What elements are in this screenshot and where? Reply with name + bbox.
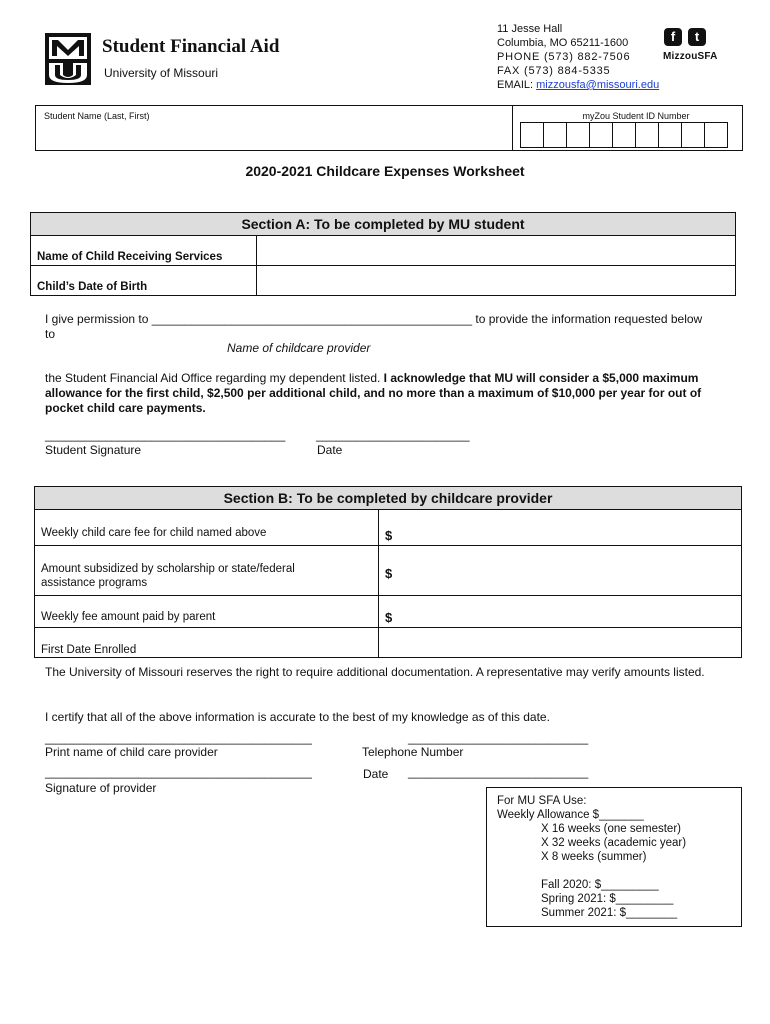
id-cell[interactable] — [589, 122, 613, 148]
student-date-label: Date — [317, 443, 343, 457]
parent-fee-row[interactable] — [34, 596, 742, 628]
phone-line[interactable]: ___________________________ — [408, 731, 589, 745]
org-name: Student Financial Aid — [102, 36, 280, 57]
student-name-label: Student Name (Last, First) — [44, 111, 150, 121]
weekly-allowance: Weekly Allowance $_______ — [497, 809, 644, 821]
weeks-8: X 8 weeks (summer) — [541, 851, 647, 863]
facebook-icon[interactable]: f — [664, 28, 682, 46]
twitter-icon[interactable]: t — [688, 28, 706, 46]
student-id-cells[interactable] — [521, 122, 728, 148]
subsidy-label: Amount subsidized by scholarship or state/federal assistance programs — [41, 563, 295, 589]
fax: FAX (573) 884-5335 — [497, 65, 611, 77]
permission-text: I give permission to ________________________________________________ to provide the information requested below to — [45, 312, 703, 341]
email-label: EMAIL: — [497, 79, 534, 91]
student-id-label: myZou Student ID Number — [582, 111, 690, 121]
subsidy-value[interactable]: $ — [385, 566, 393, 581]
id-cell[interactable] — [612, 122, 636, 148]
parent-fee-label: Weekly fee amount paid by parent — [41, 611, 216, 623]
print-name-line[interactable]: ________________________________________ — [45, 731, 312, 745]
certify-text: I certify that all of the above information is accurate to the best of my knowledge as of this date. — [45, 710, 550, 724]
office-use-box — [486, 787, 742, 927]
student-info-box — [35, 105, 743, 151]
page-title: 2020-2021 Childcare Expenses Worksheet — [245, 163, 525, 179]
office-use-title: For MU SFA Use: — [497, 795, 587, 807]
child-name-row[interactable] — [30, 236, 736, 266]
print-name-label: Print name of child care provider — [45, 745, 218, 759]
address: 11 Jesse Hall — [497, 23, 563, 35]
city: Columbia, MO 65211-1600 — [497, 37, 629, 49]
weekly-fee-row[interactable] — [34, 510, 742, 546]
summer-amount: Summer 2021: $________ — [541, 907, 678, 919]
id-cell[interactable] — [658, 122, 682, 148]
subsidy-row[interactable] — [34, 546, 742, 596]
id-cell[interactable] — [704, 122, 728, 148]
student-date-line[interactable]: _______________________ — [316, 428, 470, 442]
student-signature-label: Student Signature — [45, 443, 142, 457]
provider-signature-label: Signature of provider — [45, 781, 157, 795]
contact-block — [497, 22, 659, 92]
email-row — [497, 78, 659, 92]
weekly-fee-label: Weekly child care fee for child named above — [41, 527, 267, 539]
mu-logo-icon — [45, 33, 91, 85]
section-b-heading: Section B: To be completed by childcare provider — [34, 486, 742, 510]
divider — [378, 510, 379, 545]
divider — [512, 106, 513, 150]
org-subtitle: University of Missouri — [104, 66, 219, 80]
provider-signature-line[interactable]: ________________________________________ — [45, 765, 312, 779]
divider — [256, 266, 257, 295]
child-dob-row[interactable] — [30, 266, 736, 296]
first-date-label: First Date Enrolled — [41, 644, 137, 656]
social-icons — [664, 28, 712, 46]
id-cell[interactable] — [681, 122, 705, 148]
first-date-row[interactable] — [34, 628, 742, 658]
id-cell[interactable] — [635, 122, 659, 148]
divider — [378, 628, 379, 657]
parent-fee-value[interactable]: $ — [385, 610, 393, 625]
phone: PHONE (573) 882-7506 — [497, 51, 631, 63]
acknowledgement-text — [45, 371, 725, 416]
divider — [256, 236, 257, 265]
student-signature-line[interactable]: ____________________________________ — [45, 428, 286, 442]
section-a-heading: Section A: To be completed by MU student — [30, 212, 736, 236]
child-dob-label: Child’s Date of Birth — [37, 281, 148, 293]
id-cell[interactable] — [543, 122, 567, 148]
social-handle: MizzouSFA — [663, 51, 718, 62]
id-cell[interactable] — [520, 122, 544, 148]
divider — [378, 596, 379, 627]
phone-label: Telephone Number — [362, 745, 464, 759]
spring-amount: Spring 2021: $_________ — [541, 893, 674, 905]
ack-plain: the Student Financial Aid Office regarding my dependent listed. — [45, 371, 381, 385]
weeks-16: X 16 weeks (one semester) — [541, 823, 681, 835]
weekly-fee-value[interactable]: $ — [385, 528, 393, 543]
provider-caption: Name of childcare provider — [227, 341, 371, 355]
ack-bold: I acknowledge that MU will consider a $5,000 maximum allowance for the first child, $2,500 per additional child, and no more than a maximum of $10,000 per year for out of pocket child care payments. — [45, 371, 702, 415]
reserve-text: The University of Missouri reserves the right to require additional documentation. A representative may verify amounts listed. — [45, 665, 705, 679]
provider-date-line[interactable]: ___________________________ — [408, 765, 589, 779]
provider-date-label: Date — [363, 767, 389, 781]
divider — [378, 546, 379, 595]
email-link[interactable]: mizzousfa@missouri.edu — [536, 79, 660, 91]
child-name-label: Name of Child Receiving Services — [37, 251, 223, 263]
weeks-32: X 32 weeks (academic year) — [541, 837, 687, 849]
fall-amount: Fall 2020: $_________ — [541, 879, 659, 891]
id-cell[interactable] — [566, 122, 590, 148]
